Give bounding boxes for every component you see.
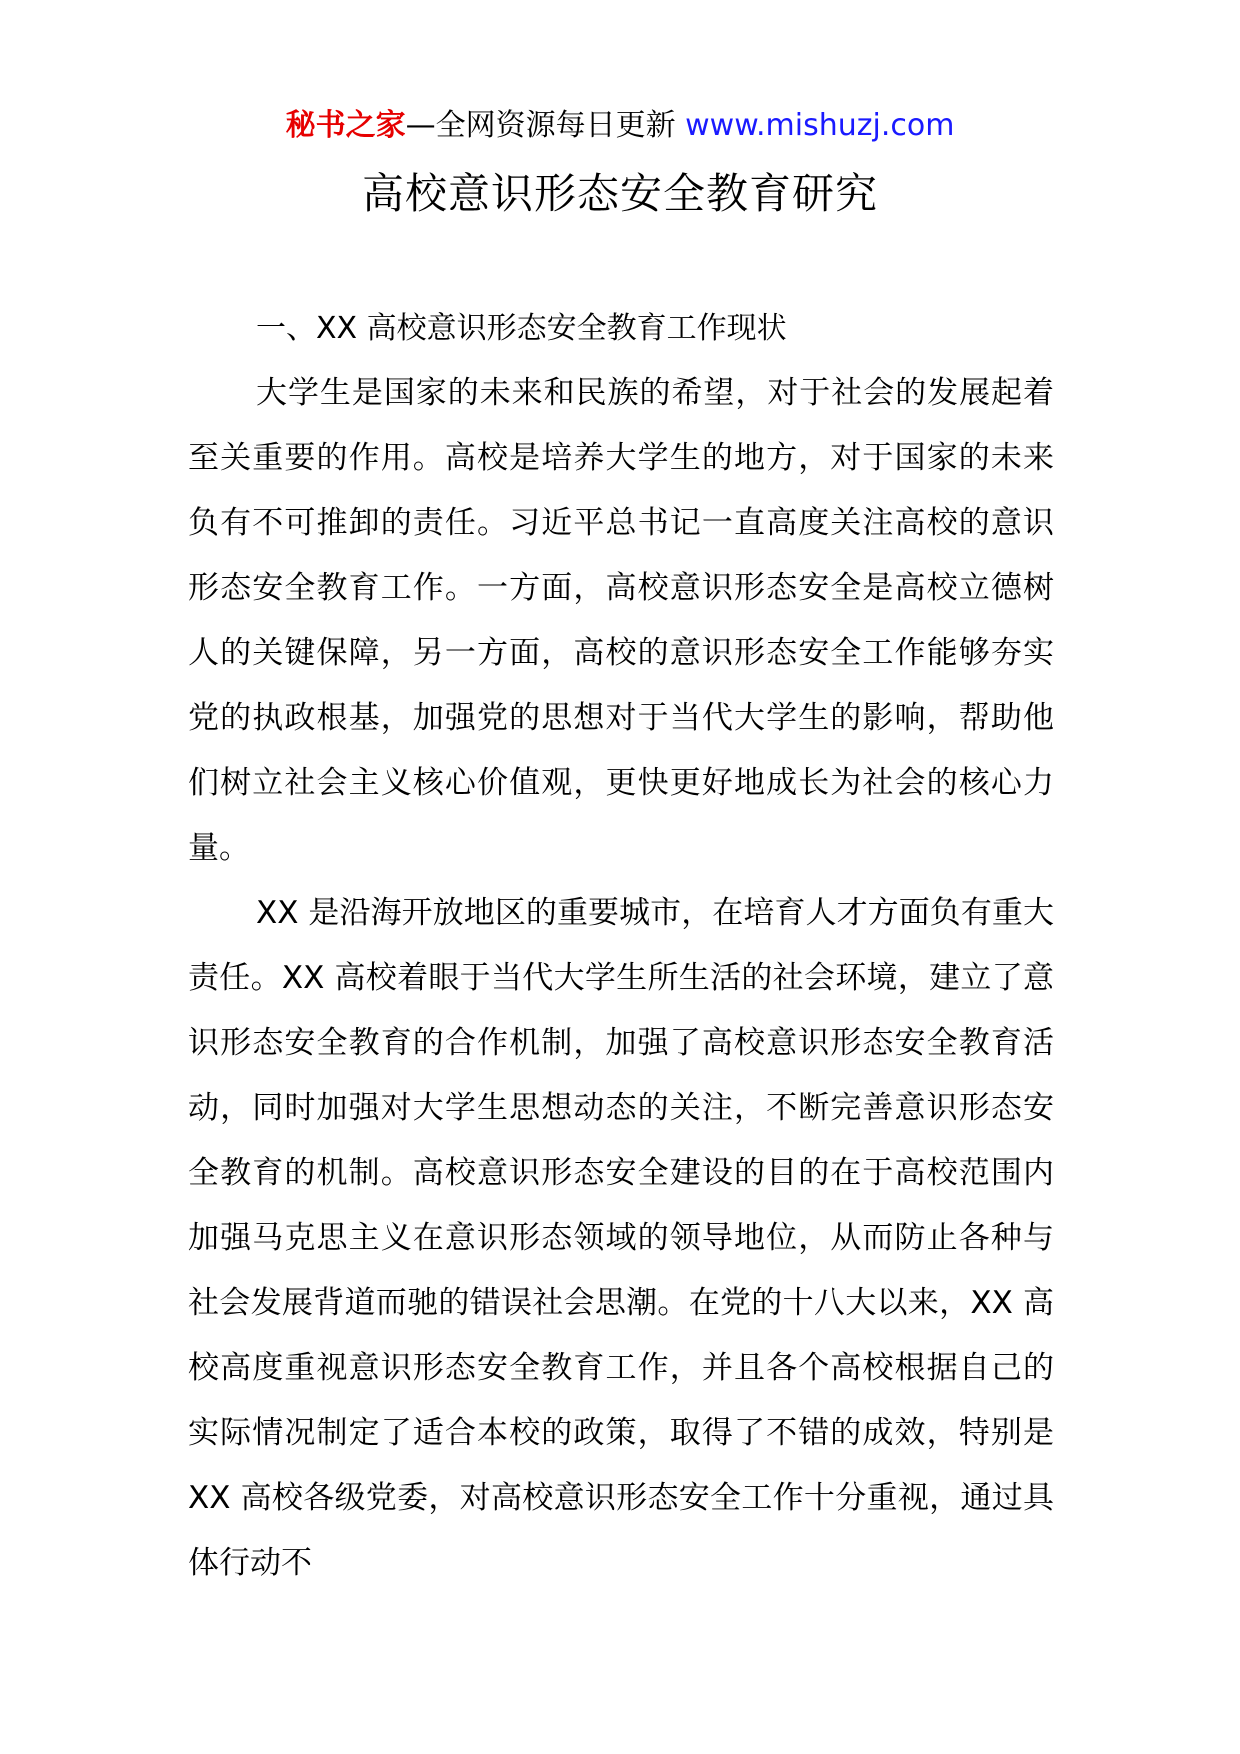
body-paragraph: XX 是沿海开放地区的重要城市，在培育人才方面负有重大责任。XX 高校着眼于当代大学生所生活的社会环境，建立了意识形态安全教育的合作机制，加强了高校意识形态安全教育活动，同时加强对大学生思想动态的关注，不断完善意识形态安全教育的机制。高校意识形态安全建设的目的在于高校范围内加强马克思主义在意识形态领域的领导地位，从而防止各种与社会发展背道而驰的错误社会思潮。在党的十八大以来，XX 高校高度重视意识形态安全教育工作，并且各个高校根据自己的实际情况制定了适合本校的政策，取得了不错的成效，特别是 XX 高校各级党委，对高校意识形态安全工作十分重视，通过具体行动不 <box>188 895 1054 1581</box>
site-header <box>0 104 1240 148</box>
document-title: 高校意识形态安全教育研究 <box>361 169 878 218</box>
body-paragraph: 大学生是国家的未来和民族的希望，对于社会的发展起着至关重要的作用。高校是培养大学生的地方，对于国家的未来负有不可推卸的责任。习近平总书记一直高度关注高校的意识形态安全教育工作。一方面，高校意识形态安全是高校立德树人的关键保障，另一方面，高校的意识形态安全工作能够夯实党的执政根基，加强党的思想对于当代大学生的影响，帮助他们树立社会主义核心价值观，更快更好地成长为社会的核心力量。 <box>188 375 1054 866</box>
header-slogan: —全网资源每日更新 <box>405 108 676 143</box>
document-body <box>188 296 1054 1596</box>
site-url-link[interactable]: www.mishuzj.com <box>685 108 955 143</box>
section-heading: 一、XX 高校意识形态安全教育工作现状 <box>256 311 787 346</box>
brand-name: 秘书之家 <box>285 108 406 143</box>
